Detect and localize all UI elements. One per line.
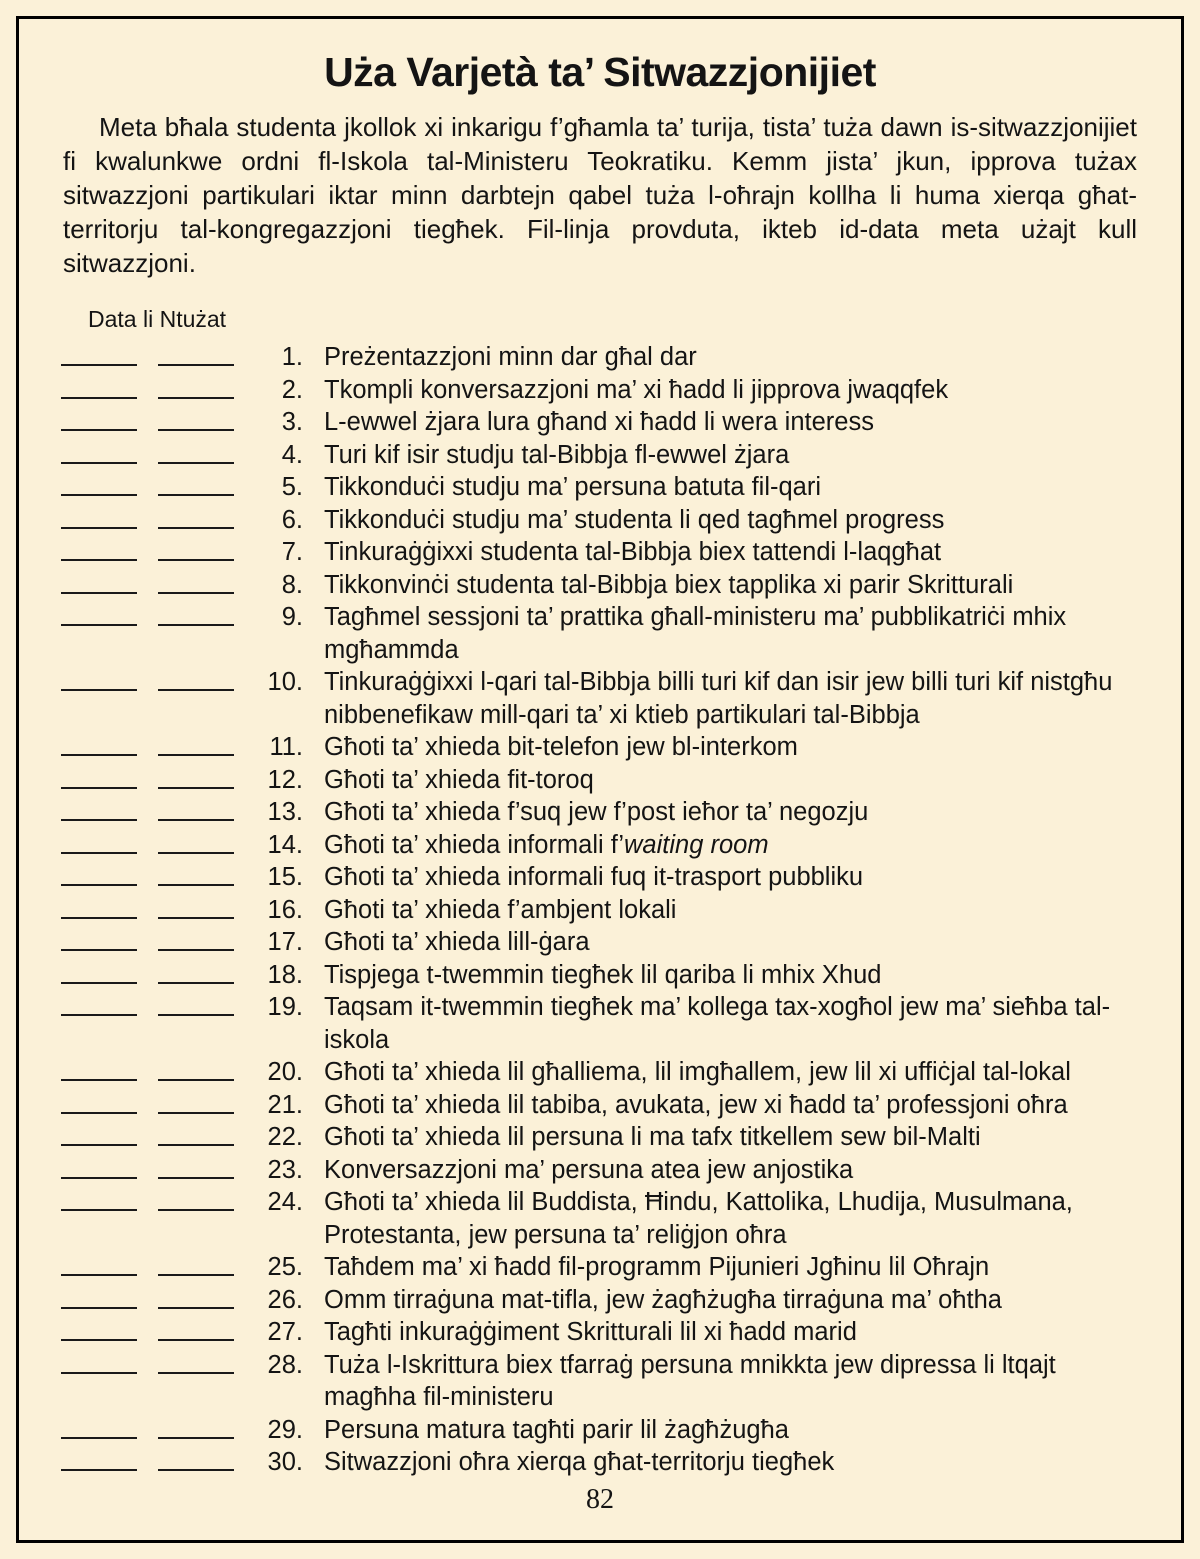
date-blank-1 — [61, 959, 137, 984]
date-blank-1 — [61, 666, 137, 691]
date-blank-1 — [61, 1089, 137, 1114]
date-blank-2 — [158, 406, 234, 431]
date-blank-1 — [61, 601, 137, 626]
date-blank-2 — [158, 1056, 234, 1081]
page-number: 82 — [586, 1484, 614, 1515]
item-number: 30. — [267, 1448, 303, 1476]
item-text-main: Sitwazzjoni oħra xierqa għat-territorju tiegħek — [324, 1448, 835, 1476]
list-item — [61, 861, 1137, 894]
item-number: 2. — [281, 375, 303, 404]
date-blank-1 — [61, 731, 137, 756]
item-text-main: Taqsam it-twemmin tiegħek ma’ kollega tax-xogħol jew ma’ sieħba tal-iskola — [324, 993, 1111, 1054]
list-item — [61, 1251, 1137, 1284]
list-item — [61, 1349, 1137, 1414]
item-text-main: Preżentazzjoni minn dar għal dar — [324, 343, 697, 371]
item-text-main: Għoti ta’ xhieda fit-toroq — [324, 765, 594, 794]
item-text — [324, 1446, 1137, 1479]
list-item — [61, 569, 1137, 602]
item-text — [324, 1349, 1137, 1414]
list-item — [61, 991, 1137, 1056]
date-blank-1 — [61, 504, 137, 529]
list-item — [61, 406, 1137, 439]
item-text — [324, 1284, 1137, 1317]
item-text — [324, 1186, 1137, 1251]
date-blank-1 — [61, 1186, 137, 1211]
item-text — [324, 796, 1137, 829]
item-text — [324, 764, 1137, 797]
item-text — [324, 861, 1137, 894]
date-blank-2 — [158, 731, 234, 756]
date-blank-2 — [158, 861, 234, 886]
item-text-main: Għoti ta’ xhieda informali fuq it-trasport pubbliku — [324, 863, 864, 891]
item-number: 26. — [267, 1285, 303, 1314]
list-item — [61, 796, 1137, 829]
item-text — [324, 959, 1137, 992]
date-blank-2 — [158, 1186, 234, 1211]
item-number: 23. — [267, 1155, 303, 1184]
item-number: 11. — [269, 733, 303, 761]
date-blank-1 — [61, 1056, 137, 1081]
item-number: 9. — [281, 603, 303, 631]
item-text — [324, 341, 1137, 374]
item-text-main: Tagħti inkuraġġiment Skritturali lil xi ħadd marid — [324, 1318, 857, 1346]
item-text-main: Tikkonvinċi studenta tal-Bibbja biex tapplika xi parir Skritturali — [324, 570, 1014, 599]
item-number: 20. — [267, 1058, 303, 1086]
item-text-main: Għoti ta’ xhieda informali f’ — [324, 830, 624, 859]
list-item — [61, 959, 1137, 992]
date-blank-1 — [61, 374, 137, 399]
item-text — [324, 601, 1137, 666]
item-text-main: Tikkonduċi studju ma’ studenta li qed tagħmel progress — [324, 505, 945, 534]
item-text-main: Omm tirraġuna mat-tifla, jew żagħżugħa tirraġuna ma’ oħtha — [324, 1285, 1002, 1314]
date-blank-1 — [61, 1414, 137, 1439]
item-number: 27. — [267, 1318, 303, 1346]
item-text-main: Taħdem ma’ xi ħadd fil-programm Pijunieri Jgħinu lil Oħrajn — [324, 1253, 990, 1281]
date-blank-2 — [158, 829, 234, 854]
item-text-main: Tagħmel sessjoni ta’ prattika għall-ministeru ma’ pubblikatriċi mhix mgħammda — [324, 603, 1067, 664]
item-text — [324, 1121, 1137, 1154]
item-number: 19. — [267, 993, 303, 1021]
list-item — [61, 601, 1137, 666]
document-page — [16, 16, 1184, 1543]
item-text — [324, 374, 1137, 407]
item-text — [324, 1316, 1137, 1349]
date-blank-2 — [158, 894, 234, 919]
date-blank-1 — [61, 861, 137, 886]
item-text-main: Konversazzjoni ma’ persuna atea jew anjostika — [324, 1155, 854, 1184]
date-blank-2 — [158, 439, 234, 464]
list-item — [61, 1089, 1137, 1122]
list-item — [61, 504, 1137, 537]
date-blank-1 — [61, 926, 137, 951]
date-blank-2 — [158, 959, 234, 984]
list-item — [61, 731, 1137, 764]
intro-paragraph: Meta bħala studenta jkollok xi inkarigu f’għamla ta’ turija, tista’ tuża dawn is-sitwazzjonijiet fi kwalunkwe ordni fl-Iskola tal-Ministeru Teokratiku. Kemm jista’ jkun, ipprova tużax sitwazzjoni partikulari iktar minn darbtejn qabel tuża l-oħrajn kollha li huma xierqa għat-territorju tal-kongregazzjoni tiegħek. Fil-linja provduta, ikteb id-data meta użajt kull sitwazzjoni. — [63, 112, 1137, 278]
item-text — [324, 991, 1137, 1056]
list-item — [61, 1446, 1137, 1479]
date-blank-1 — [61, 991, 137, 1016]
date-blank-2 — [158, 991, 234, 1016]
item-text-main: Tinkuraġġixxi l-qari tal-Bibbja billi turi kif dan isir jew billi turi kif nistgħu nibbenefikaw mill-qari ta’ xi ktieb partikulari tal-Bibbja — [324, 668, 1113, 729]
date-blank-1 — [61, 1154, 137, 1179]
date-blank-2 — [158, 471, 234, 496]
date-blank-1 — [61, 894, 137, 919]
item-text-main: Għoti ta’ xhieda f’suq jew f’post ieħor ta’ negozju — [324, 798, 869, 826]
item-text-main: Tuża l-Iskrittura biex tfarraġ persuna mnikkta jew dipressa li ltqajt magħha fil-ministeru — [324, 1350, 1056, 1411]
list-item — [61, 341, 1137, 374]
item-number: 18. — [267, 960, 303, 989]
list-item — [61, 1121, 1137, 1154]
item-text — [324, 731, 1137, 764]
date-blank-1 — [61, 536, 137, 561]
item-text-main: Tinkuraġġixxi studenta tal-Bibbja biex tattendi l-laqgħat — [324, 538, 942, 566]
item-number: 15. — [267, 863, 303, 891]
item-number: 1. — [281, 343, 303, 371]
item-text — [324, 1154, 1137, 1187]
item-number: 13. — [267, 798, 303, 826]
item-text — [324, 894, 1137, 927]
date-blank-1 — [61, 569, 137, 594]
date-blank-1 — [61, 471, 137, 496]
item-text-main: Għoti ta’ xhieda lil tabiba, avukata, jew xi ħadd ta’ professjoni oħra — [324, 1090, 1068, 1119]
list-item — [61, 536, 1137, 569]
list-item — [61, 764, 1137, 797]
list-item — [61, 666, 1137, 731]
list-item — [61, 374, 1137, 407]
item-text — [324, 536, 1137, 569]
item-number: 7. — [281, 538, 303, 566]
date-blank-2 — [158, 1446, 234, 1471]
list-item — [61, 829, 1137, 862]
date-blank-1 — [61, 1349, 137, 1374]
item-number: 10. — [267, 668, 303, 696]
date-blank-1 — [61, 1284, 137, 1309]
list-item — [61, 1056, 1137, 1089]
item-number: 5. — [281, 473, 303, 501]
list-item — [61, 1284, 1137, 1317]
item-text-italic: waiting room — [624, 830, 769, 859]
list-item — [61, 926, 1137, 959]
date-blank-1 — [61, 764, 137, 789]
item-text-main: Tikkonduċi studju ma’ persuna batuta fil-qari — [324, 473, 822, 501]
date-blank-1 — [61, 1316, 137, 1341]
date-blank-1 — [61, 1251, 137, 1276]
item-number: 16. — [267, 895, 303, 924]
item-text-main: L-ewwel żjara lura għand xi ħadd li wera interess — [324, 408, 874, 436]
date-blank-2 — [158, 926, 234, 951]
item-text — [324, 1089, 1137, 1122]
date-blank-2 — [158, 569, 234, 594]
date-blank-2 — [158, 1349, 234, 1374]
item-number: 14. — [267, 830, 303, 859]
item-number: 25. — [267, 1253, 303, 1281]
date-blank-2 — [158, 1089, 234, 1114]
item-number: 21. — [267, 1090, 303, 1119]
date-blank-2 — [158, 1284, 234, 1309]
date-blank-1 — [61, 829, 137, 854]
date-blank-2 — [158, 796, 234, 821]
date-blank-2 — [158, 374, 234, 399]
list-item — [61, 894, 1137, 927]
date-blank-2 — [158, 601, 234, 626]
list-item — [61, 1186, 1137, 1251]
list-item — [61, 1154, 1137, 1187]
item-number: 17. — [267, 928, 303, 956]
item-text — [324, 926, 1137, 959]
item-number: 29. — [267, 1415, 303, 1444]
item-number: 24. — [267, 1188, 303, 1216]
date-blank-2 — [158, 1316, 234, 1341]
item-text — [324, 406, 1137, 439]
item-number: 4. — [281, 440, 303, 469]
item-text-main: Għoti ta’ xhieda f’ambjent lokali — [324, 895, 677, 924]
date-used-label: Data li Ntużat — [88, 306, 227, 332]
item-text — [324, 1414, 1137, 1447]
date-blank-2 — [158, 1154, 234, 1179]
item-text — [324, 1056, 1137, 1089]
item-number: 8. — [281, 570, 303, 599]
item-number: 22. — [267, 1123, 303, 1151]
item-text-main: Għoti ta’ xhieda lil Buddista, Ħindu, Kattolika, Lhudija, Musulmana, Protestanta, jew persuna ta’ reliġjon oħra — [324, 1188, 1073, 1249]
item-text-main: Tispjega t-twemmin tiegħek lil qariba li mhix Xhud — [324, 960, 882, 989]
item-number: 28. — [267, 1350, 303, 1379]
item-text-main: Għoti ta’ xhieda lill-ġara — [324, 928, 590, 956]
list-item — [61, 1316, 1137, 1349]
item-text-main: Għoti ta’ xhieda lil persuna li ma tafx titkellem sew bil-Malti — [324, 1123, 981, 1151]
item-text-main: Tkompli konversazzjoni ma’ xi ħadd li jipprova jwaqqfek — [324, 375, 949, 404]
item-text-main: Persuna matura tagħti parir lil żagħżugħa — [324, 1415, 789, 1444]
date-blank-1 — [61, 1446, 137, 1471]
item-text — [324, 569, 1137, 602]
situation-list — [19, 341, 1181, 1479]
date-blank-2 — [158, 1414, 234, 1439]
date-blank-2 — [158, 504, 234, 529]
item-text — [324, 1251, 1137, 1284]
item-number: 3. — [281, 408, 303, 436]
date-blank-1 — [61, 439, 137, 464]
date-blank-1 — [61, 796, 137, 821]
date-blank-2 — [158, 1251, 234, 1276]
list-item — [61, 439, 1137, 472]
item-text-main: Għoti ta’ xhieda bit-telefon jew bl-interkom — [324, 733, 798, 761]
list-item — [61, 471, 1137, 504]
item-text — [324, 471, 1137, 504]
date-blank-2 — [158, 666, 234, 691]
date-blank-2 — [158, 1121, 234, 1146]
date-blank-2 — [158, 341, 234, 366]
item-number: 6. — [281, 505, 303, 534]
item-text — [324, 666, 1137, 731]
page-title: Uża Varjetà ta’ Sitwazzjonijiet — [324, 49, 876, 95]
list-item — [61, 1414, 1137, 1447]
date-blank-2 — [158, 764, 234, 789]
item-text — [324, 829, 1137, 862]
item-number: 12. — [267, 765, 303, 794]
date-blank-1 — [61, 341, 137, 366]
date-blank-1 — [61, 1121, 137, 1146]
item-text — [324, 504, 1137, 537]
item-text — [324, 439, 1137, 472]
date-blank-2 — [158, 536, 234, 561]
date-blank-1 — [61, 406, 137, 431]
item-text-main: Turi kif isir studju tal-Bibbja fl-ewwel żjara — [324, 440, 790, 469]
item-text-main: Għoti ta’ xhieda lil għalliema, lil imgħallem, jew lil xi uffiċjal tal-lokal — [324, 1058, 1071, 1086]
